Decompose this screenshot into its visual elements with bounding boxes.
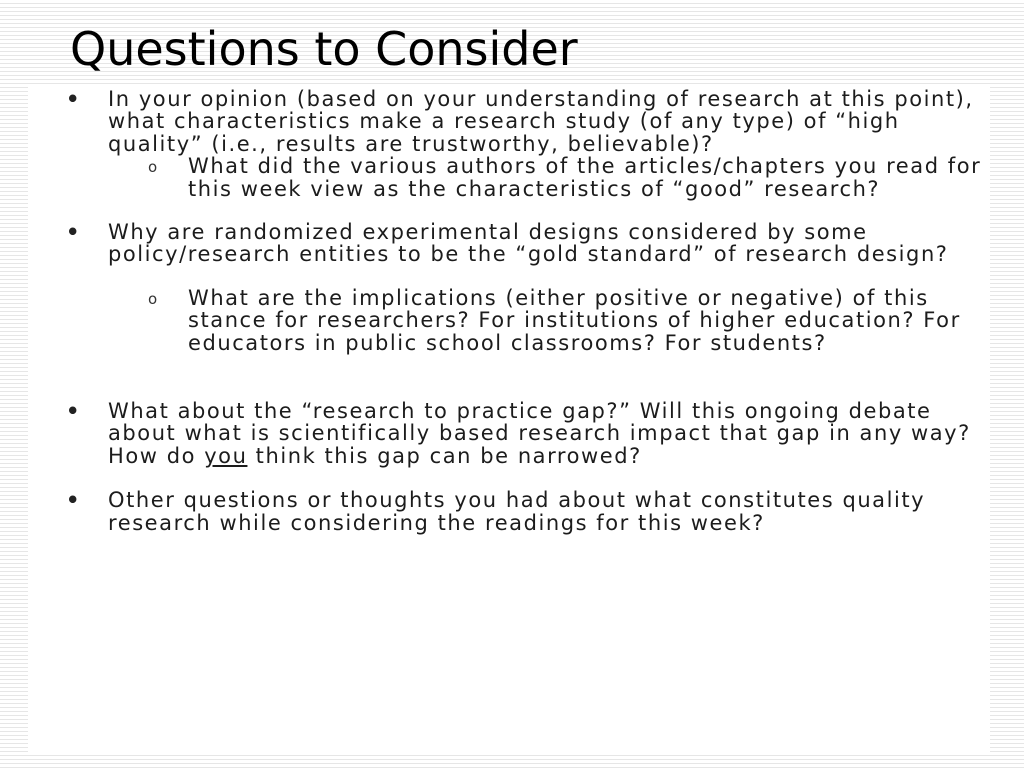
question-text-1: In your opinion (based on your understanding of research at this point), what characteristics make a research study (of any type) of “high quality” (i.e., results are trustworthy, believable)? [108,87,974,156]
question-text-3-part-2: think this gap can be narrowed? [247,443,642,468]
sub-bullet-icon: o [148,289,159,308]
question-item-2 [28,221,990,354]
sub-question-text-2: What are the implications (either positive or negative) of this stance for researchers? For institutions of higher education? For educators in public school classrooms? For students? [188,285,961,355]
sub-bullet-icon: o [148,158,159,177]
question-text-3-part-1: What about the “research to practice gap?” Will this ongoing debate about what is scientifically based research impact that gap in any way? How do [108,399,971,468]
slide-title: Questions to Consider [70,22,578,76]
sub-question-text-1: What did the various authors of the articles/chapters you read for this week view as the characteristics of “good” research? [188,154,982,201]
sub-question-item-1 [28,155,986,200]
question-item-1 [28,88,990,200]
question-text-2: Why are randomized experimental designs considered by some policy/research entities to be the “gold standard” of research design? [108,220,949,267]
sub-question-item-2 [28,287,986,354]
question-list [28,86,990,534]
bullet-icon: • [66,399,81,424]
bullet-icon: • [66,220,81,245]
sub-question-list-2 [108,287,986,354]
bullet-icon: • [66,87,81,111]
question-item-3 [28,400,990,467]
question-item-4 [28,489,990,534]
sub-question-list-1 [108,155,986,200]
emphasis-word: you [204,443,248,468]
bullet-icon: • [66,488,81,513]
slide-content [28,86,990,752]
question-text-4: Other questions or thoughts you had about what constitutes quality research while considering the readings for this week? [108,488,926,535]
